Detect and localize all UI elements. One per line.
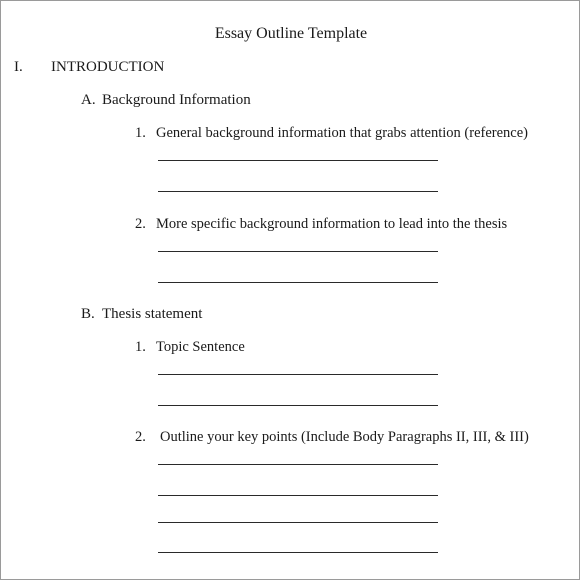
item-b1-number: 1. xyxy=(135,339,146,355)
answer-line[interactable] xyxy=(158,251,438,252)
item-a1-text: General background information that grabs attention (reference) xyxy=(156,125,529,141)
subsection-b-label: B. xyxy=(81,306,95,322)
item-a2-number: 2. xyxy=(135,216,146,232)
subsection-a-label: A. xyxy=(81,92,96,108)
item-b2-number: 2. xyxy=(135,429,146,445)
answer-line[interactable] xyxy=(158,191,438,192)
answer-line[interactable] xyxy=(158,495,438,496)
answer-line[interactable] xyxy=(158,405,438,406)
section-heading: INTRODUCTION xyxy=(51,59,165,75)
item-a2-text: More specific background information to lead into the thesis xyxy=(156,216,508,232)
subsection-b-heading: Thesis statement xyxy=(102,306,203,322)
section-numeral: I. xyxy=(14,59,23,75)
item-b1-text: Topic Sentence xyxy=(156,339,245,355)
document-title: Essay Outline Template xyxy=(214,25,368,42)
answer-line[interactable] xyxy=(158,552,438,553)
answer-line[interactable] xyxy=(158,282,438,283)
item-a1-number: 1. xyxy=(135,125,146,141)
subsection-a-heading: Background Information xyxy=(102,92,251,108)
answer-line[interactable] xyxy=(158,374,438,375)
answer-line[interactable] xyxy=(158,522,438,523)
answer-line[interactable] xyxy=(158,464,438,465)
answer-line[interactable] xyxy=(158,160,438,161)
item-b2-text: Outline your key points (Include Body Paragraphs II, III, & III) xyxy=(160,429,529,445)
